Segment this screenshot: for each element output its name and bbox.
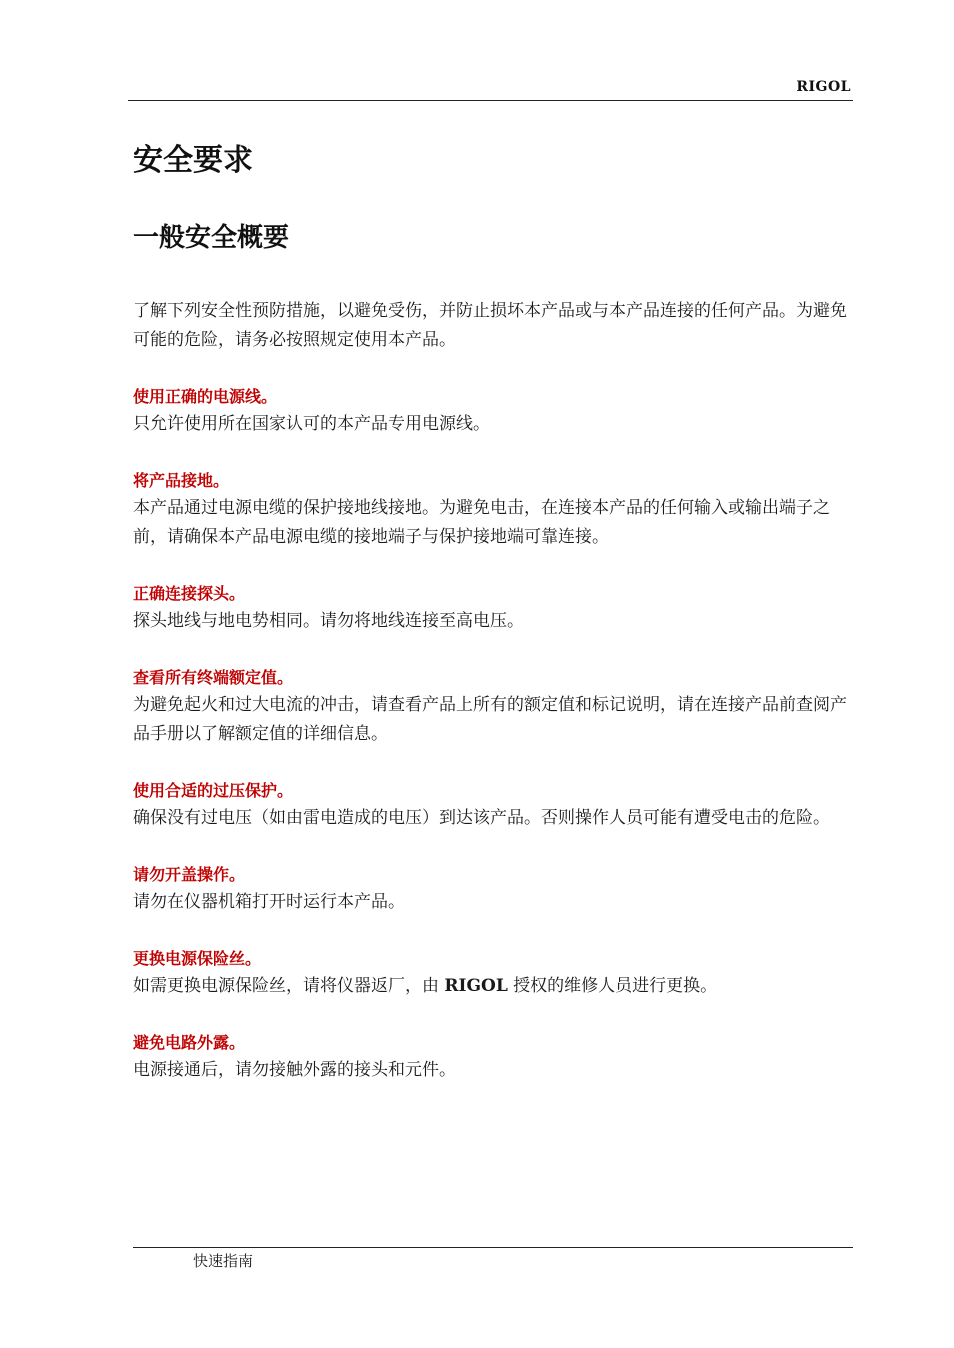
- safety-item-grounding: [133, 468, 853, 552]
- safety-item-body: 只允许使用所在国家认可的本产品专用电源线。: [133, 414, 490, 434]
- safety-item-probe: [133, 581, 853, 636]
- fuse-body-after: 授权的维修人员进行更换。: [507, 976, 718, 996]
- fuse-body-before: 如需更换电源保险丝，请将仪器返厂，由: [133, 976, 445, 996]
- safety-item-exposed-circuit: [133, 1030, 853, 1085]
- safety-item-heading: 正确连接探头。: [133, 584, 246, 603]
- safety-item-heading: 查看所有终端额定值。: [133, 668, 294, 687]
- safety-item-cover: [133, 862, 853, 917]
- safety-item-body: 探头地线与地电势相同。请勿将地线连接至高电压。: [133, 611, 524, 631]
- safety-item-heading: 使用合适的过压保护。: [133, 781, 294, 800]
- safety-item-fuse: [133, 946, 853, 1001]
- safety-item-body: 电源接通后，请勿接触外露的接头和元件。: [133, 1060, 456, 1080]
- brand-inline: RIGOL: [444, 976, 508, 996]
- safety-item-power-cord: [133, 384, 853, 439]
- safety-item-body: 为避免起火和过大电流的冲击，请查看产品上所有的额定值和标记说明，请在连接产品前查阅产品手册以了解额定值的详细信息。: [133, 695, 847, 744]
- page-title: 安全要求: [133, 143, 253, 178]
- safety-item-heading: 更换电源保险丝。: [133, 949, 262, 968]
- safety-item-overvoltage: [133, 778, 853, 833]
- footer-text: 快速指南: [193, 1252, 254, 1270]
- safety-item-heading: 请勿开盖操作。: [133, 865, 246, 884]
- safety-item-body: 确保没有过电压（如由雷电造成的电压）到达该产品。否则操作人员可能有遭受电击的危险。: [133, 808, 830, 828]
- safety-item-body: [133, 972, 853, 1001]
- safety-item-heading: 使用正确的电源线。: [133, 387, 278, 406]
- intro-paragraph: 了解下列安全性预防措施，以避免受伤，并防止损坏本产品或与本产品连接的任何产品。为避免可能的危险，请务必按照规定使用本产品。: [133, 301, 847, 350]
- header-divider: [128, 100, 853, 101]
- safety-item-body: 请勿在仪器机箱打开时运行本产品。: [133, 892, 405, 912]
- footer-divider: [133, 1247, 853, 1248]
- safety-item-ratings: [133, 665, 853, 749]
- header-brand: RIGOL: [796, 79, 851, 95]
- safety-item-heading: 避免电路外露。: [133, 1033, 246, 1052]
- safety-item-body: 本产品通过电源电缆的保护接地线接地。为避免电击，在连接本产品的任何输入或输出端子之前，请确保本产品电源电缆的接地端子与保护接地端可靠连接。: [133, 498, 830, 547]
- page-content: [133, 140, 853, 1085]
- section-title: 一般安全概要: [133, 223, 290, 253]
- safety-item-heading: 将产品接地。: [133, 471, 230, 490]
